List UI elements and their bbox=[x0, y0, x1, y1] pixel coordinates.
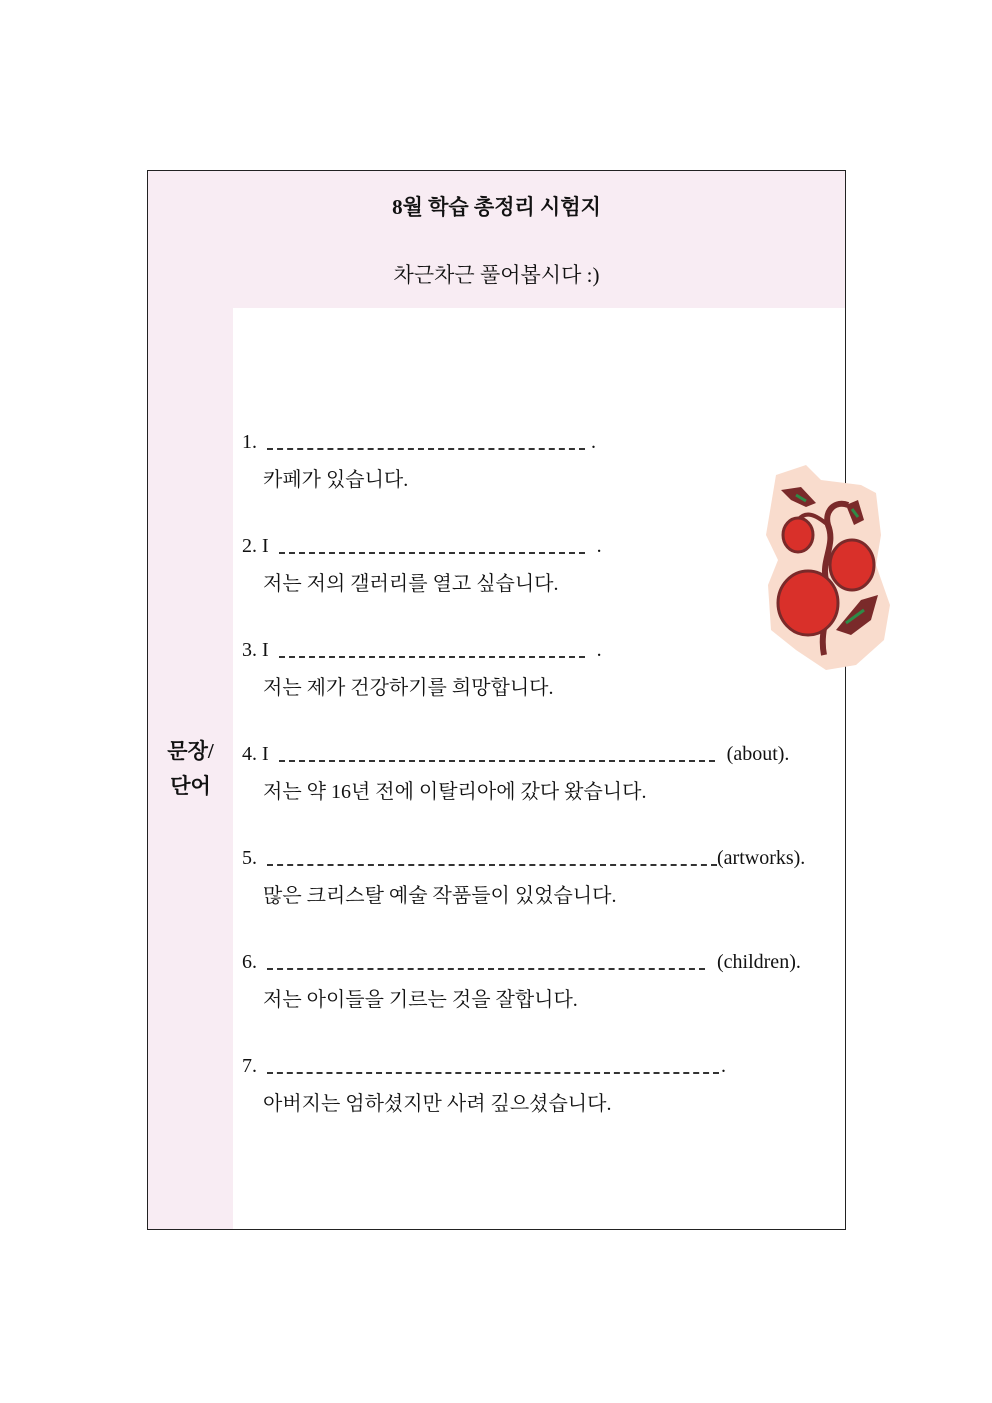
question-number: 7. bbox=[242, 1055, 257, 1077]
lantern-plant-illustration bbox=[766, 465, 894, 670]
question-suffix: . bbox=[721, 1055, 726, 1077]
answer-blank[interactable] bbox=[267, 1072, 719, 1074]
question-number: 5. bbox=[242, 847, 257, 869]
subtitle: 차근차근 풀어봅시다 :) bbox=[393, 263, 600, 287]
question-prefix: I bbox=[262, 743, 269, 765]
question-number: 2. bbox=[242, 535, 257, 557]
question-suffix: (artworks). bbox=[717, 847, 806, 869]
question-korean: 카페가 있습니다. bbox=[263, 469, 409, 491]
question-korean: 저는 아이들을 기르는 것을 잘합니다. bbox=[263, 989, 578, 1011]
category-label-2: 단어 bbox=[170, 773, 211, 798]
question-item bbox=[242, 740, 789, 804]
question-korean: 아버지는 엄하셨지만 사려 깊으셨습니다. bbox=[263, 1093, 612, 1115]
question-number: 6. bbox=[242, 951, 257, 973]
answer-blank[interactable] bbox=[279, 656, 585, 658]
question-number: 3. bbox=[242, 639, 257, 661]
title-row bbox=[148, 171, 845, 241]
question-item bbox=[242, 532, 602, 596]
answer-blank[interactable] bbox=[267, 448, 585, 450]
question-number: 4. bbox=[242, 743, 257, 765]
question-item bbox=[242, 1052, 726, 1116]
question-item bbox=[242, 844, 805, 908]
question-prefix: I bbox=[262, 535, 269, 557]
page-title: 8월 학습 총정리 시험지 bbox=[392, 194, 601, 219]
answer-blank[interactable] bbox=[279, 760, 715, 762]
category-label-1: 문장/ bbox=[167, 738, 214, 763]
questions-cell bbox=[233, 308, 845, 1229]
question-suffix: (children). bbox=[717, 951, 801, 973]
worksheet-table bbox=[147, 170, 846, 1230]
subtitle-row bbox=[148, 240, 845, 309]
question-item bbox=[242, 428, 596, 492]
question-suffix: . bbox=[591, 431, 596, 453]
question-korean: 저는 약 16년 전에 이탈리아에 갔다 왔습니다. bbox=[263, 781, 647, 803]
answer-blank[interactable] bbox=[267, 864, 717, 866]
question-prefix: I bbox=[262, 639, 269, 661]
question-suffix: . bbox=[596, 639, 602, 661]
category-cell bbox=[148, 308, 234, 1229]
question-korean: 저는 저의 갤러리를 열고 싶습니다. bbox=[263, 573, 559, 595]
answer-blank[interactable] bbox=[279, 552, 585, 554]
question-korean: 많은 크리스탈 예술 작품들이 있었습니다. bbox=[263, 885, 617, 907]
question-item bbox=[242, 948, 801, 1012]
question-suffix: . bbox=[596, 535, 602, 557]
question-number: 1. bbox=[242, 431, 257, 453]
question-suffix: (about). bbox=[726, 743, 790, 765]
answer-blank[interactable] bbox=[267, 968, 705, 970]
question-korean: 저는 제가 건강하기를 희망합니다. bbox=[263, 677, 554, 699]
question-item bbox=[242, 636, 602, 700]
